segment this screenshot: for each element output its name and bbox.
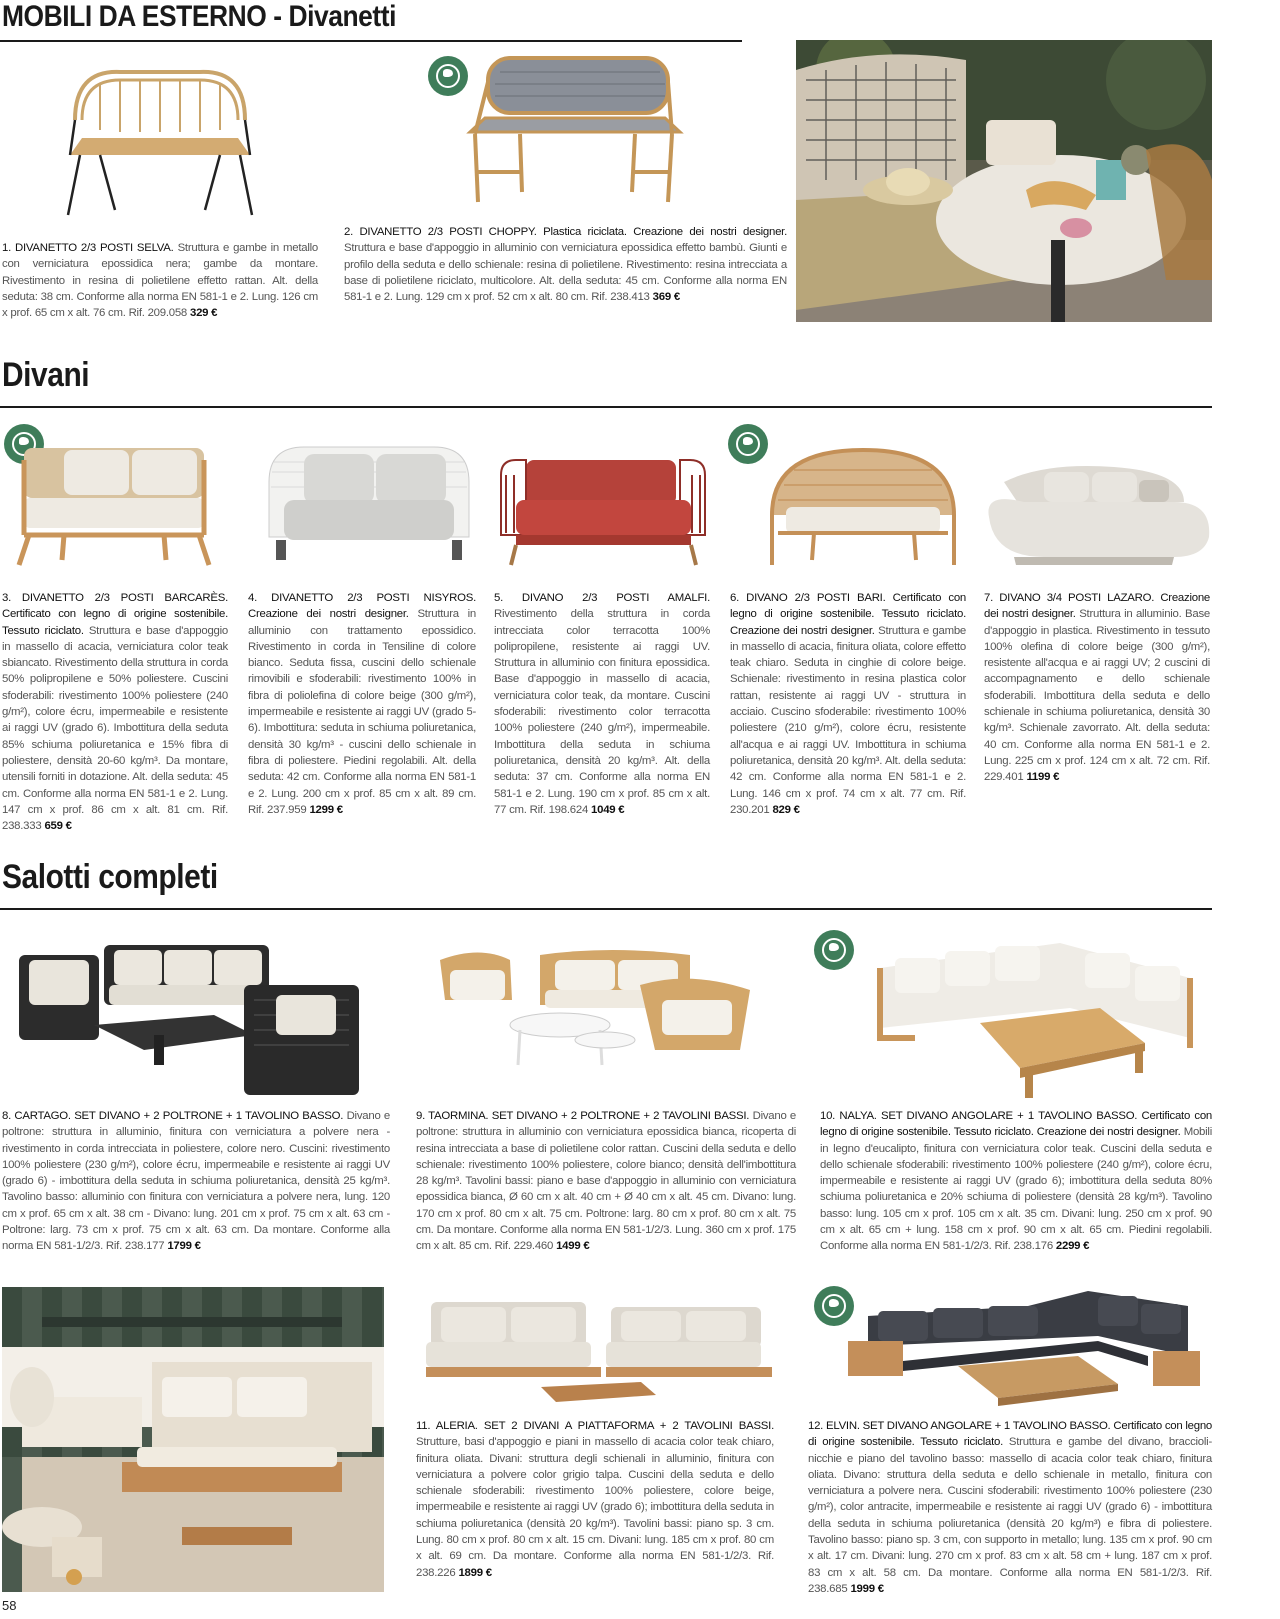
product-heading: 12. ELVIN. SET DIVANO ANGOLARE + 1 TAVOLINO BASSO. Certificato con legno di origine sostenibile. Tessuto riciclato. <box>808 1420 1212 1449</box>
product-image-nisyros <box>264 442 474 572</box>
product-details: Strutture, basi d'appoggio e piani in massello di acacia color teak chiaro, finitura oliata. Divani: struttura degli schienali in alluminio, finitura con verniciatura a polvere color grigio talpa. Cuscini della seduta e dello schienale sfoderabili: rivestimento 100% poliestere, colore beige, impermeabile e resistente ai raggi UV (grado 6); imbottitura della seduta in schiuma poliuretanica (densità 20 kg/m³). Tavolini bassi: piano sp. 3 cm. Lung. 80 cm x prof. 80 cm x alt. 15 cm. Divani: lung. 185 cm x prof. 80 cm x alt. 69 cm. Da montare. Conforme alla norma EN 581-1/2/3. Rif. 238.226 <box>416 1436 774 1579</box>
product-heading: 6. DIVANO 2/3 POSTI BARI. Certificato con legno di origine sostenibile. Tessuto riciclato. Creazione dei nostri designer. <box>730 592 966 637</box>
product-heading: 5. DIVANO 2/3 POSTI AMALFI. <box>494 592 710 604</box>
product-image-bari <box>764 445 962 570</box>
product-image-cartago <box>14 940 359 1095</box>
product-details: Divano e poltrone: struttura in alluminio con verniciatura epossidica bianca, ricoperta di resina intrecciata a base di polietilene color rattan. Cuscini della seduta e dello schienale: rivestimento 100% poliestere, colore bianco; densità dell'imbottitura 28 kg/m³. Tavolini bassi: piano e base d'appoggio in alluminio con verniciatura epossidica bianca, Ø 60 cm x alt. 40 cm + Ø 40 cm x alt. 45 cm. Divano: lung. 170 cm x prof. 80 cm x alt. 75 cm. Poltrone: larg. 80 cm x prof. 80 cm x alt. 75 cm. Da montare. Conforme alla norma EN 581-1/2/3. Lung. 360 cm x prof. 175 cm x alt. 85 cm. Rif. 229.460 <box>416 1110 796 1253</box>
product-details: Struttura e gambe in massello di acacia, finitura oliata, colore effetto teak chiaro. Seduta in cinghie di colore beige. Schienale: rivestimento in resina plastica color rattan, resistente ai raggi UV - struttura in acciaio. Cuscino sfoderabile: rivestimento 100% poliestere (210 g/m²), colore écru, resistente all'acqua e ai raggi UV. Imbottitura in schiuma poliuretanica, densità 20 kg/m³. Alt. della seduta: 42 cm. Conforme alla norma EN 581-1 e 2. Lung. 146 cm x prof. 74 cm x alt. 77 cm. Rif. 230.201 <box>730 624 967 816</box>
product-description-taormina <box>416 1108 796 1255</box>
eco-certified-icon <box>728 424 768 464</box>
product-details: Struttura e gambe in metallo con verniciatura epossidica nera; gambe da montare. Rivestimento in resina di polietilene effetto rattan. Alt. della seduta: 38 cm. Conforme alla norma EN 581-1 e 2. Lung. 126 cm x prof. 65 cm x alt. 76 cm. Rif. 209.058 <box>2 242 318 320</box>
section-rule <box>0 908 1212 910</box>
product-image-choppy <box>460 52 690 207</box>
section-title-divanetti: MOBILI DA ESTERNO - Divanetti <box>2 0 397 33</box>
lifestyle-photo-terrace <box>796 40 1212 322</box>
product-description-bari <box>730 590 966 818</box>
product-price: 1899 € <box>458 1566 492 1579</box>
product-description-amalfi <box>494 590 710 818</box>
eco-certified-icon <box>814 930 854 970</box>
product-details: Struttura e base d'appoggio in massello di acacia, verniciatura color teak sbiancato. Rivestimento della struttura in corda 50% polipropilene e 50% poliestere. Cuscini sfoderabili: rivestimento 100% poliestere (240 g/m²), colore écru, impermeabile e resistente ai raggi UV (grado 6). Imbottitura della seduta 85% schiuma poliuretanica e 15% fibra di poliestere, densità 20-60 kg/m³. Da montare, utensili forniti in dotazione. Alt. della seduta: 45 cm. Conforme alla norma EN 581-1 e 2. Lung. 147 cm x prof. 86 cm x alt. 81 cm. Rif. 238.333 <box>2 624 228 833</box>
product-details: Divano e poltrone: struttura in alluminio, finitura con verniciatura a polvere nera - rivestimento in corda intrecciata in poliestere, colore nero. Cuscini: rivestimento 100% poliestere (230 g/m²), colore écru, impermeabile e resistente ai raggi UV (grado 6) - imbottitura della seduta in schiuma poliuretanica, densità 25 kg/m³. Tavolino basso: alluminio con finitura con verniciatura a polvere nera, lung. 120 cm x prof. 65 cm x alt. 38 cm - Divano: lung. 201 cm x prof. 75 cm x alt. 63 cm - Poltrone: larg. 73 cm x prof. 75 cm x alt. 63 cm. Da montare. Conforme alla norma EN 581-1/2/3. Rif. 238.177 <box>2 1110 390 1253</box>
product-image-nalya <box>870 938 1200 1098</box>
section-rule <box>0 40 742 42</box>
product-price: 1799 € <box>167 1240 201 1253</box>
product-heading: 8. CARTAGO. SET DIVANO + 2 POLTRONE + 1 TAVOLINO BASSO. <box>2 1110 344 1122</box>
product-description-elvin <box>808 1418 1212 1597</box>
product-image-lazaro <box>984 462 1212 572</box>
product-heading: 9. TAORMINA. SET DIVANO + 2 POLTRONE + 2 TAVOLINI BASSI. <box>416 1110 750 1122</box>
product-heading: 4. DIVANETTO 2/3 POSTI NISYROS. Creazione dei nostri designer. <box>248 592 476 621</box>
product-price: 829 € <box>772 803 800 816</box>
product-price: 1049 € <box>591 803 625 816</box>
product-description-nisyros <box>248 590 476 818</box>
product-price: 1999 € <box>850 1582 884 1595</box>
section-title-salotti: Salotti completi <box>2 858 218 896</box>
product-description-aleria <box>416 1418 774 1581</box>
lifestyle-photo-lounge <box>2 1287 384 1592</box>
product-details: Mobili in legno d'eucalipto, finitura con verniciatura color teak. Cuscini della seduta e dello schienale sfoderabili: rivestimento 100% poliestere (240 g/m²), colore écru, impermeabile e resistente ai raggi UV (grado 6); imbottitura della seduta 80% schiuma poliuretanica e 20% schiuma di poliestere (densità 28 kg/m³). Tavolino basso: lung. 105 cm x prof. 105 cm x alt. 35 cm. Divani: lung. 250 cm x prof. 90 cm x alt. 65 cm + lung. 158 cm x prof. 90 cm x alt. 65 cm. Piedini regolabili. Conforme alla norma EN 581-1/2/3. Rif. 238.176 <box>820 1126 1212 1253</box>
product-details: Struttura in alluminio. Base d'appoggio in plastica. Rivestimento in tessuto 100% olefina di colore beige (300 g/m²), resistente all'acqua e ai raggi UV; 2 cuscini di accompagnamento e dello schienale sfoderabili. Imbottitura della seduta e dello schienale in schiuma poliuretanica, densità 30 kg/m³. Schienale zavorrato. Alt. della seduta: 40 cm. Conforme alla norma EN 581-1 e 2. Lung. 225 cm x prof. 124 cm x alt. 72 cm. Rif. 229.401 <box>984 608 1210 784</box>
product-details: Rivestimento della struttura in corda intrecciata color terracotta 100% polipropilene, resistente ai raggi UV. Struttura in alluminio con finitura epossidica. Base d'appoggio in massello di acacia, verniciatura color teak, da montare. Cuscini sfoderabili: rivestimento color terracotta 100% poliestere (240 g/m²), impermeabile. Imbottitura della seduta in schiuma poliuretanica, densità 20 kg/m³. Alt. della seduta: 37 cm. Conforme alla norma EN 581-1 e 2. Lung. 190 cm x prof. 85 cm x alt. 77 cm. Rif. 198.624 <box>494 608 710 816</box>
product-price: 329 € <box>190 307 218 320</box>
product-image-elvin <box>848 1286 1200 1411</box>
section-rule <box>0 406 1212 408</box>
product-price: 1299 € <box>309 803 343 816</box>
product-description-barcares <box>2 590 228 834</box>
section-title-divani: Divani <box>2 356 90 394</box>
product-image-amalfi <box>496 455 710 570</box>
product-details: Struttura e gambe del divano, braccioli-nicchie e piano del tavolino basso: massello di acacia color teak chiaro, finitura oliata. Divano: struttura della seduta e dello schienale in metallo, finitura con verniciatura a polvere nera. Cuscini sfoderabili: rivestimento 100% poliestere (230 g/m²), color antracite, impermeabile e resistente ai raggi UV (grado 6) - imbottitura della seduta in schiuma poliuretanica (densità 20 kg/m³) e fibra di poliestere. Tavolino basso: piano sp. 3 cm, con supporto in metallo; lung. 135 cm x prof. 90 cm x alt. 17 cm. Divani: lung. 270 cm x prof. 83 cm x alt. 58 cm + lung. 187 cm x prof. 83 cm x alt. 58 cm. Da montare. Conforme alla norma EN 581-1/2/3. Rif. 238.685 <box>808 1436 1212 1595</box>
product-image-aleria <box>426 1297 772 1407</box>
product-details: Struttura in alluminio con trattamento epossidico. Rivestimento in corda in Tensiline di colore bianco. Seduta fissa, cuscini dello schienale rimovibili e sfoderabili: rivestimento 100% in fibra di poliolefina di colore beige (300 g/m²), impermeabile e resistente ai raggi UV (grado 5-6). Imbottitura: seduta in schiuma poliuretanica, densità 30 kg/m³ - cuscini dello schienale in fibra di poliestere. Piedini regolabili. Alt. della seduta: 42 cm. Conforme alla norma EN 581-1 e 2. Lung. 200 cm x prof. 85 cm x alt. 89 cm. Rif. 237.959 <box>248 608 476 816</box>
product-image-barcares <box>14 440 214 570</box>
product-heading: 1. DIVANETTO 2/3 POSTI SELVA. <box>2 242 174 254</box>
product-description-choppy <box>344 224 787 305</box>
product-heading: 2. DIVANETTO 2/3 POSTI CHOPPY. Plastica riciclata. Creazione dei nostri designer. <box>344 226 787 238</box>
product-image-selva <box>60 60 260 220</box>
product-heading: 10. NALYA. SET DIVANO ANGOLARE + 1 TAVOLINO BASSO. Certificato con legno di origine sostenibile. Tessuto riciclato. Creazione dei nostri designer. <box>820 1110 1212 1139</box>
product-image-taormina <box>440 945 762 1070</box>
product-price: 659 € <box>44 820 72 833</box>
product-price: 2299 € <box>1055 1240 1090 1253</box>
product-description-selva <box>2 240 318 321</box>
product-price: 1499 € <box>556 1240 590 1253</box>
product-description-nalya <box>820 1108 1212 1255</box>
product-heading: 3. DIVANETTO 2/3 POSTI BARCARÈS. Certificato con legno di origine sostenibile. Tessuto riciclato. <box>2 592 228 637</box>
product-heading: 7. DIVANO 3/4 POSTI LAZARO. Creazione dei nostri designer. <box>984 592 1210 621</box>
product-price: 369 € <box>652 291 680 304</box>
page-number: 58 <box>2 1598 17 1613</box>
product-details: Struttura e base d'appoggio in alluminio con verniciatura epossidica effetto bambù. Giunti e profilo della seduta e dello schienale: resina di polietilene. Rivestimento: resina intrecciata a base di polietilene riciclato, multicolore. Alt. della seduta: 45 cm. Conforme alla norma EN 581-1 e 2. Lung. 129 cm x prof. 52 cm x alt. 80 cm. Rif. 238.413 <box>344 242 787 304</box>
product-description-cartago <box>2 1108 390 1255</box>
product-heading: 11. ALERIA. SET 2 DIVANI A PIATTAFORMA + 2 TAVOLINI BASSI. <box>416 1420 774 1432</box>
product-price: 1199 € <box>1026 771 1060 784</box>
product-description-lazaro <box>984 590 1210 786</box>
